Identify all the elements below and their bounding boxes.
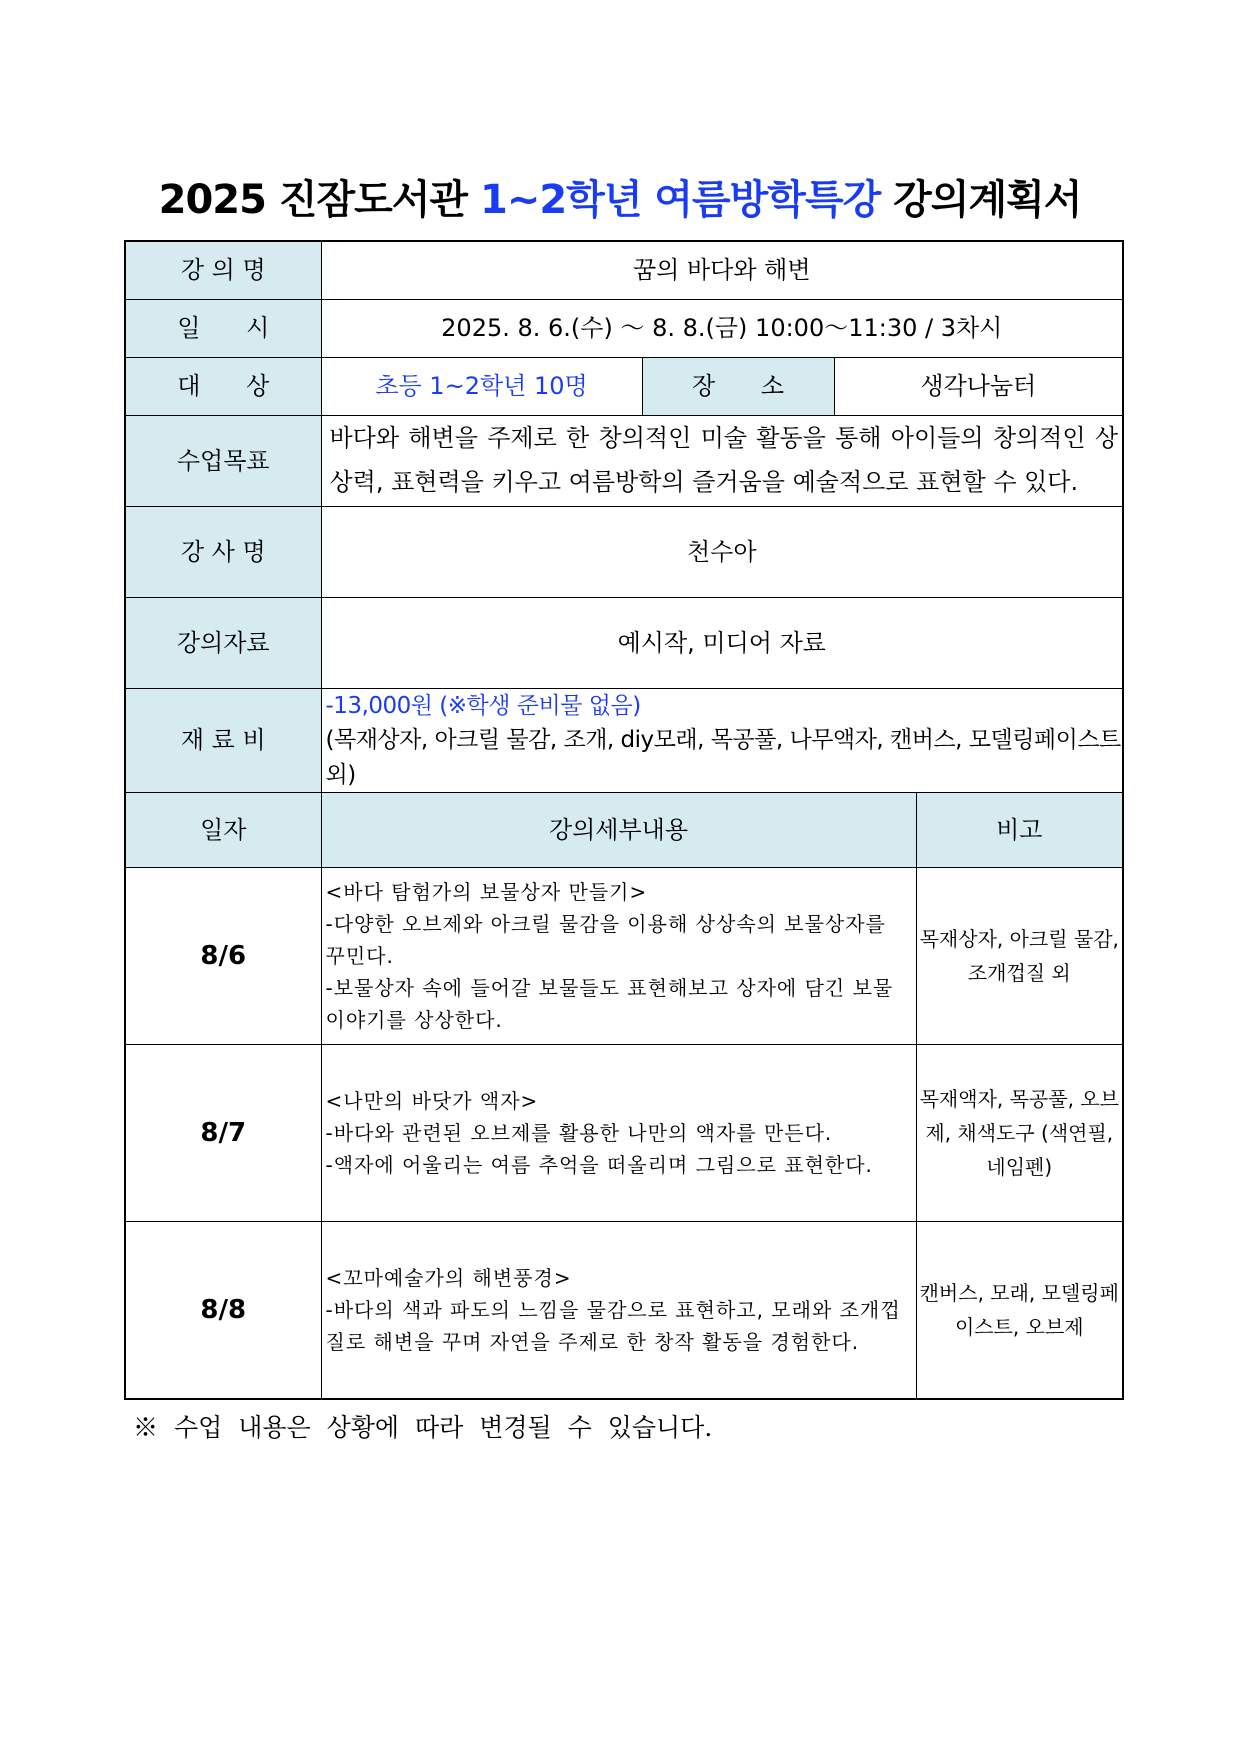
- schedule-detail: [321, 868, 916, 1045]
- detail-line: -다양한 오브제와 아크릴 물감을 이용해 상상속의 보물상자를 꾸민다.: [325, 912, 886, 968]
- schedule-header-detail: 강의세부내용: [321, 793, 916, 868]
- lecture-plan-table: [124, 240, 1124, 1400]
- page-title: [0, 168, 1240, 225]
- title-prefix: 2025 진잠도서관: [158, 177, 480, 223]
- row-materials: [125, 597, 1123, 688]
- place-value: 생각나눔터: [834, 357, 1123, 415]
- place-label: 장 소: [642, 357, 834, 415]
- goal-value: 바다와 해변을 주제로 한 창의적인 미술 활동을 통해 아이들의 창의적인 상상력, 표현력을 키우고 여름방학의 즐거움을 예술적으로 표현할 수 있다.: [321, 415, 1123, 506]
- schedule-note: 목재상자, 아크릴 물감, 조개껍질 외: [916, 868, 1123, 1045]
- schedule-note: 목재액자, 목공풀, 오브제, 채색도구 (색연필, 네임펜): [916, 1045, 1123, 1222]
- row-datetime: [125, 299, 1123, 357]
- material-label: 강의자료: [125, 597, 321, 688]
- schedule-header-row: [125, 793, 1123, 868]
- course-label: 강 의 명: [125, 241, 321, 299]
- schedule-date: 8/8: [125, 1222, 321, 1399]
- date-label: 일 시: [125, 299, 321, 357]
- detail-line: -액자에 어울리는 여름 추억을 떠올리며 그림으로 표현한다.: [325, 1153, 873, 1177]
- row-goal: [125, 415, 1123, 506]
- schedule-detail: [321, 1222, 916, 1399]
- target-label: 대 상: [125, 357, 321, 415]
- schedule-date: 8/6: [125, 868, 321, 1045]
- fee-label: 재 료 비: [125, 688, 321, 793]
- fee-amount: -13,000원 (※학생 준비물 없음): [325, 692, 641, 719]
- schedule-row: [125, 868, 1123, 1045]
- footnote: ※ 수업 내용은 상황에 따라 변경될 수 있습니다.: [133, 1413, 713, 1442]
- course-value: 꿈의 바다와 해변: [321, 241, 1123, 299]
- schedule-header-note: 비고: [916, 793, 1123, 868]
- schedule-date: 8/7: [125, 1045, 321, 1222]
- fee-value: [321, 688, 1123, 793]
- detail-line: -보물상자 속에 들어갈 보물들도 표현해보고 상자에 담긴 보물 이야기를 상상한다.: [325, 976, 894, 1032]
- date-value: 2025. 8. 6.(수) ～ 8. 8.(금) 10:00～11:30 / 3차시: [321, 299, 1123, 357]
- detail-line: -바다의 색과 파도의 느낌을 물감으로 표현하고, 모래와 조개껍질로 해변을 꾸며 자연을 주제로 한 창작 활동을 경험한다.: [325, 1297, 901, 1354]
- schedule-detail: [321, 1045, 916, 1222]
- detail-line: <바다 탐험가의 보물상자 만들기>: [325, 880, 648, 904]
- detail-line: -바다와 관련된 오브제를 활용한 나만의 액자를 만든다.: [325, 1121, 833, 1145]
- schedule-row: [125, 1045, 1123, 1222]
- row-fee: [125, 688, 1123, 793]
- row-course: [125, 241, 1123, 299]
- title-accent: 1~2학년 여름방학특강: [480, 177, 881, 223]
- instructor-value: 천수아: [321, 506, 1123, 597]
- title-suffix: 강의계획서: [880, 177, 1082, 223]
- material-value: 예시작, 미디어 자료: [321, 597, 1123, 688]
- goal-label: 수업목표: [125, 415, 321, 506]
- detail-line: <꼬마예술가의 해변풍경>: [325, 1265, 572, 1290]
- detail-line: <나만의 바닷가 액자>: [325, 1089, 539, 1113]
- schedule-row: [125, 1222, 1123, 1399]
- instructor-label: 강 사 명: [125, 506, 321, 597]
- row-instructor: [125, 506, 1123, 597]
- schedule-note: 캔버스, 모래, 모델링페이스트, 오브제: [916, 1222, 1123, 1399]
- target-value: 초등 1~2학년 10명: [321, 357, 642, 415]
- fee-materials: (목재상자, 아크릴 물감, 조개, diy모래, 목공풀, 나무액자, 캔버스, 모델링페이스트 외): [325, 727, 1121, 788]
- schedule-header-date: 일자: [125, 793, 321, 868]
- row-target: [125, 357, 1123, 415]
